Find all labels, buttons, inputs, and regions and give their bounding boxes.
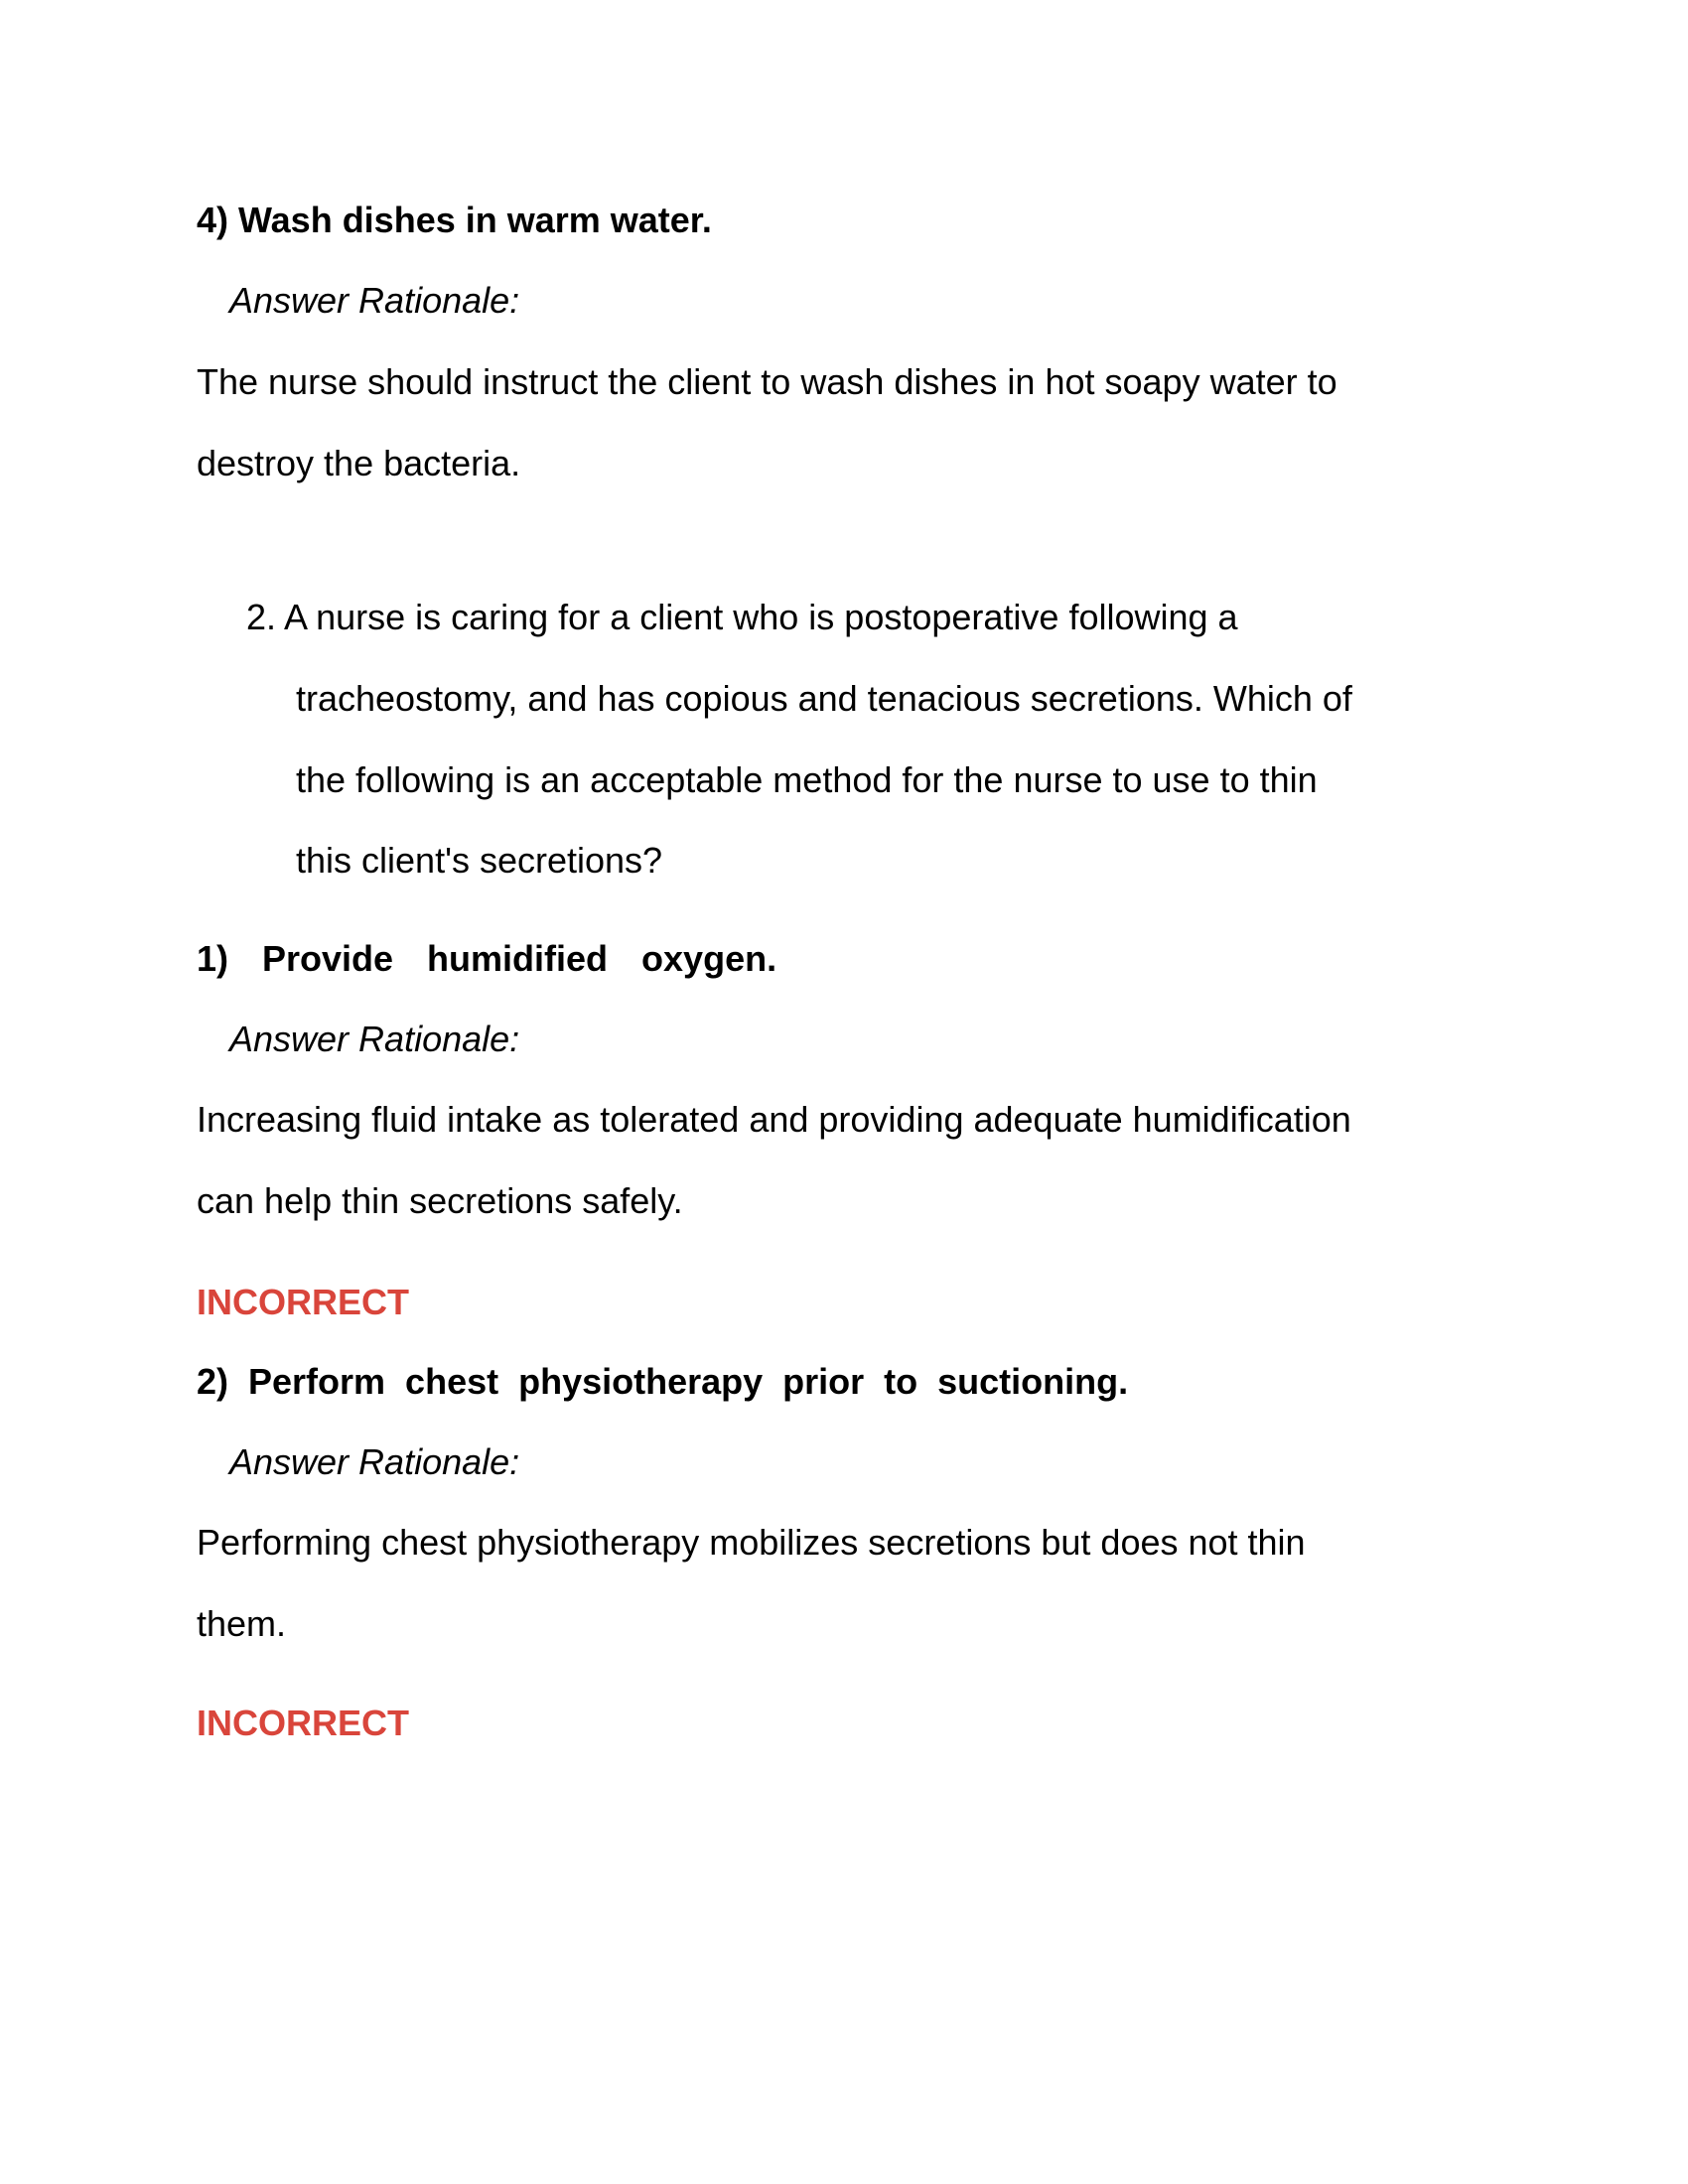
incorrect-status-label: INCORRECT bbox=[197, 1703, 409, 1743]
rationale-text: Performing chest physiotherapy mobilizes secretions but does not thin bbox=[197, 1522, 1306, 1563]
question-text: 2. A nurse is caring for a client who is postoperative following a bbox=[246, 597, 1238, 637]
question-text: tracheostomy, and has copious and tenacious secretions. Which of bbox=[296, 678, 1352, 719]
question-text: the following is an acceptable method for the nurse to use to thin bbox=[296, 759, 1318, 800]
rationale-text: them. bbox=[197, 1603, 287, 1644]
answer-rationale-label: Answer Rationale: bbox=[229, 1019, 520, 1059]
answer-rationale-label: Answer Rationale: bbox=[229, 1441, 520, 1482]
incorrect-status-label: INCORRECT bbox=[197, 1282, 409, 1322]
rationale-text: The nurse should instruct the client to wash dishes in hot soapy water to bbox=[197, 361, 1337, 402]
option-1-label: 1) Provide humidified oxygen. bbox=[197, 938, 777, 979]
option-4-label: 4) Wash dishes in warm water. bbox=[197, 200, 712, 240]
answer-rationale-label: Answer Rationale: bbox=[229, 280, 520, 321]
rationale-text: Increasing fluid intake as tolerated and providing adequate humidification bbox=[197, 1099, 1351, 1140]
rationale-text: can help thin secretions safely. bbox=[197, 1180, 683, 1221]
rationale-text: destroy the bacteria. bbox=[197, 443, 521, 483]
option-2-label: 2) Perform chest physiotherapy prior to suctioning. bbox=[197, 1361, 1129, 1402]
question-text: this client's secretions? bbox=[296, 840, 663, 881]
